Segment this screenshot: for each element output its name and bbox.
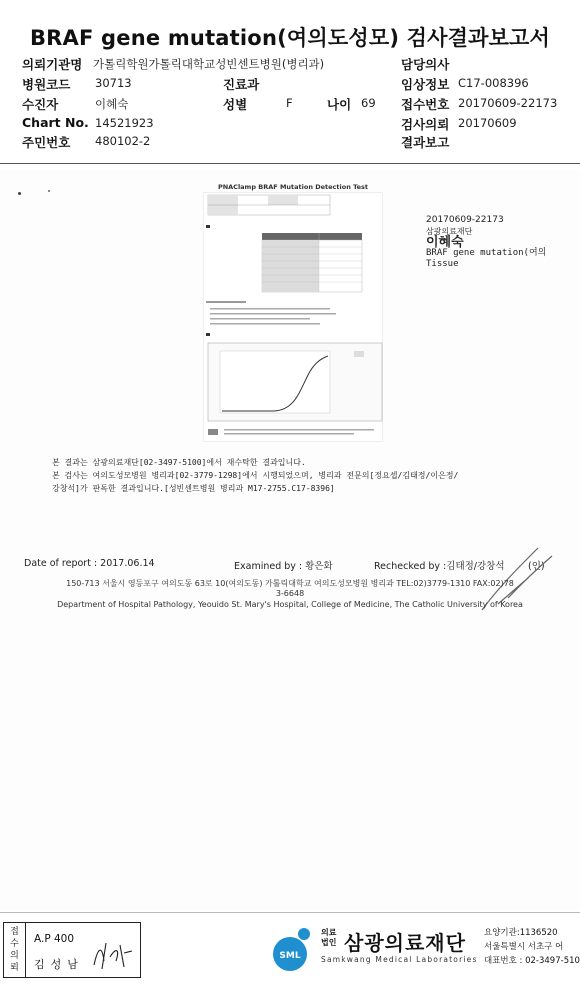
receipt-value: 20170609-22173 bbox=[458, 96, 558, 110]
clinical-info-label: 임상정보 bbox=[401, 77, 450, 92]
sample-label-patient: 이혜숙 bbox=[426, 235, 464, 250]
lab-phone: 대표번호 : 02-3497-510 bbox=[484, 956, 580, 966]
note-line: 강창석]가 판독한 결과입니다.[성빈센트병원 병리과 M17-2755.C17-8396] bbox=[52, 484, 335, 493]
inner-report-title: PNAClamp BRAF Mutation Detection Test bbox=[217, 183, 369, 191]
reception-stamp bbox=[3, 922, 141, 978]
age-label: 나이 bbox=[327, 97, 352, 112]
lab-corp-line: 의료 bbox=[321, 928, 337, 937]
sml-logo-icon bbox=[270, 924, 318, 974]
sample-label-test: BRAF gene mutation(여의 bbox=[426, 248, 547, 258]
address-line-cont: 3-6648 bbox=[275, 589, 305, 598]
lab-corp-type bbox=[321, 928, 336, 948]
receipt-label: 접수번호 bbox=[401, 97, 450, 112]
lab-english-name: Samkwang Medical Laboratories bbox=[321, 955, 478, 964]
inner-test-report bbox=[203, 192, 383, 442]
stamp-ap-code: A.P 400 bbox=[34, 933, 75, 945]
stamp-side-label: 접수의뢰 bbox=[10, 927, 19, 973]
lab-code: 요양기관:1136520 bbox=[484, 928, 558, 938]
institution-label: 의뢰기관명 bbox=[22, 57, 83, 72]
address-line: 150-713 서울시 영등포구 여의도동 63로 10(여의도동) 가톨릭대학교 여의도성모병원 병리과 TEL:02)3779-1310 FAX:02)78 bbox=[66, 579, 514, 588]
sex-value: F bbox=[286, 96, 293, 110]
stamp-signature bbox=[90, 937, 134, 973]
age-value: 69 bbox=[361, 96, 376, 110]
date-of-report: Date of report : 2017.06.14 bbox=[24, 558, 155, 569]
doctor-label: 담당의사 bbox=[401, 57, 450, 72]
report-header bbox=[22, 55, 562, 155]
department-label: 진료과 bbox=[223, 77, 260, 92]
clinical-info-value: C17-008396 bbox=[458, 76, 529, 90]
report-title: BRAF gene mutation(여의도성모) 검사결과보고서 bbox=[29, 26, 551, 50]
hospital-code-label: 병원코드 bbox=[22, 77, 71, 92]
sample-label-specimen: Tissue bbox=[426, 259, 459, 269]
report-notes bbox=[52, 456, 512, 495]
bottom-divider bbox=[0, 912, 580, 913]
sample-label-id: 20170609-22173 bbox=[426, 215, 504, 225]
hospital-code-value: 30713 bbox=[95, 76, 132, 90]
lab-corp-line: 법인 bbox=[321, 938, 337, 947]
note-line: 본 결과는 삼광의료재단[02-3497-5100]에서 재수탁한 결과입니다. bbox=[52, 458, 306, 467]
lab-address: 서울특별시 서초구 어 bbox=[484, 942, 564, 952]
institution-value: 가톨릭학원가톨릭대학교성빈센트병원(병리과) bbox=[93, 57, 325, 71]
inner-report-graphic bbox=[204, 193, 384, 443]
rrn-label: 주민번호 bbox=[22, 135, 71, 150]
sml-logo-text: SML bbox=[279, 951, 301, 961]
chart-no-value: 14521923 bbox=[95, 116, 154, 130]
stamp-name: 김성남 bbox=[34, 958, 84, 971]
seal-mark: (인) bbox=[528, 561, 545, 572]
stamp-side-text bbox=[4, 923, 26, 977]
sample-label-lab: 삼광의료재단 bbox=[426, 227, 473, 236]
header-divider bbox=[0, 163, 580, 164]
lab-name: 삼광의료재단 bbox=[344, 931, 466, 955]
department-line: Department of Hospital Pathology, Yeouido St. Mary's Hospital, College of Medicine, The Catholic University of Korea bbox=[57, 600, 523, 609]
sample-label bbox=[426, 215, 546, 270]
note-line: 본 검사는 여의도성모병원 병리과[02-3779-1298]에서 시행되었으며, 병리과 전문의[정요셉/김태정/이은정/ bbox=[52, 471, 459, 480]
scan-speck bbox=[18, 192, 21, 195]
patient-label: 수진자 bbox=[22, 97, 59, 112]
examined-by: Examined by : 황은화 bbox=[234, 561, 333, 572]
rechecked-by: Rechecked by :김태정/강창석 bbox=[374, 561, 505, 572]
rrn-value: 480102-2 bbox=[95, 134, 151, 148]
result-report-label: 결과보고 bbox=[401, 135, 450, 150]
scan-speck bbox=[48, 190, 50, 192]
patient-value: 이혜숙 bbox=[95, 97, 129, 111]
lab-contact bbox=[484, 926, 580, 968]
chart-no-label: Chart No. bbox=[22, 115, 89, 130]
request-date-value: 20170609 bbox=[458, 116, 517, 130]
sex-label: 성별 bbox=[223, 97, 248, 112]
request-date-label: 검사의뢰 bbox=[401, 117, 450, 132]
